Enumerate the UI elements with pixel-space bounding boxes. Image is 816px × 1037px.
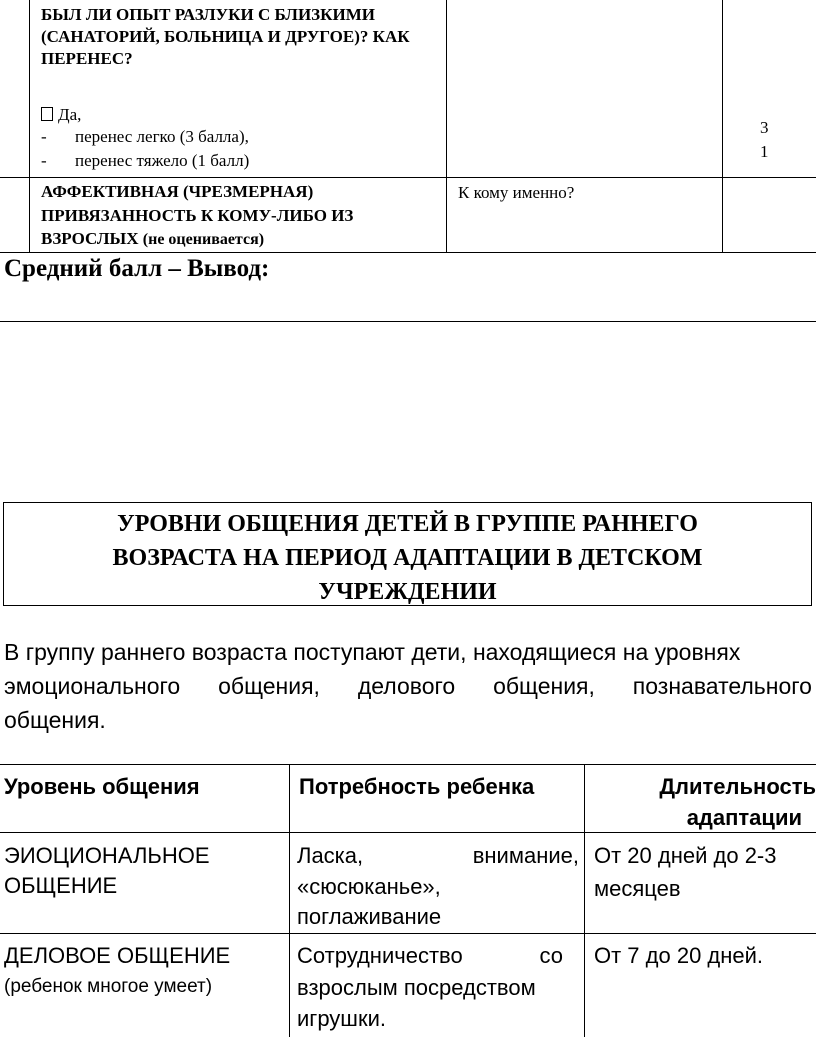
section-title-line: УЧРЕЖДЕНИИ — [318, 579, 497, 605]
attachment-question-word: ВЗРОСЛЫХ — [41, 229, 139, 248]
column-header-need: Потребность ребенка — [299, 774, 535, 799]
paragraph-word: общения, — [218, 673, 320, 699]
not-scored-note: (не оценивается) — [142, 231, 265, 248]
list-dash: - — [41, 127, 47, 146]
duration-value: От 7 до 20 дней. — [594, 943, 764, 968]
paragraph-word: познавательного — [632, 673, 812, 699]
separation-question: БЫЛ ЛИ ОПЫТ РАЗЛУКИ С БЛИЗКИМИ (САНАТОРИЙ, БОЛЬНИЦА И ДРУГОЕ)? КАК ПЕРЕНЕС? — [41, 5, 410, 68]
need-line: поглаживание — [297, 904, 442, 929]
need-word: Ласка, — [297, 843, 364, 868]
paragraph-word: общения, — [493, 673, 595, 699]
score-value: 1 — [760, 142, 769, 161]
attachment-question-line: АФФЕКТИВНАЯ (ЧРЕЗМЕРНАЯ) — [41, 182, 314, 201]
paragraph-line — [4, 669, 812, 703]
duration-value: От 20 дней до 2-3 — [594, 843, 777, 868]
paragraph-word: делового — [357, 673, 456, 699]
need-line: «сюсюканье», — [297, 874, 441, 899]
duration-value: месяцев — [594, 876, 681, 901]
option-easy — [41, 126, 249, 148]
column-header-duration: адаптации — [686, 805, 802, 830]
section-title-line: ВОЗРАСТА НА ПЕРИОД АДАПТАЦИИ В ДЕТСКОМ — [112, 545, 703, 571]
table-border — [29, 0, 30, 252]
paragraph-line: общения. — [4, 707, 106, 733]
summary-heading: Средний балл – Вывод: — [4, 255, 270, 282]
attachment-question-line: ПРИВЯЗАННОСТЬ К КОМУ-ЛИБО ИЗ — [41, 206, 354, 225]
yes-label: Да, — [58, 105, 82, 124]
attachment-answer-prompt: К кому именно? — [458, 183, 575, 202]
table-border — [0, 933, 816, 934]
table-border — [0, 832, 816, 833]
section-title-box — [3, 502, 812, 606]
level-name: ОБЩЕНИЕ — [4, 873, 118, 898]
table-border — [0, 252, 816, 253]
table-border — [289, 764, 290, 1037]
need-line: игрушки. — [297, 1006, 386, 1031]
column-header-level: Уровень общения — [4, 774, 200, 799]
level-name: ДЕЛОВОЕ ОБЩЕНИЕ — [4, 943, 231, 968]
level-note: (ребенок многое умеет) — [4, 976, 213, 997]
table-border — [0, 177, 816, 178]
need-line: взрослым посредством — [297, 975, 536, 1000]
need-word: Сотрудничество — [297, 943, 463, 968]
list-dash: - — [41, 151, 47, 170]
score-value: 3 — [760, 118, 769, 137]
table-border — [584, 764, 585, 1037]
table-border — [446, 0, 447, 252]
table-border — [0, 764, 816, 765]
need-word: со — [539, 943, 563, 968]
need-line — [297, 840, 579, 872]
summary-underline — [0, 321, 816, 322]
yes-option — [41, 104, 81, 126]
need-word: внимание, — [472, 843, 579, 868]
paragraph-word: эмоционального — [4, 673, 181, 699]
intro-paragraph — [4, 635, 812, 737]
option-easy-text: перенес легко (3 балла), — [75, 127, 249, 146]
level-name: ЭИОЦИОНАЛЬНОЕ — [4, 843, 210, 868]
option-hard-text: перенес тяжело (1 балл) — [75, 151, 250, 170]
paragraph-line: В группу раннего возраста поступают дети, находящиеся на уровнях — [4, 639, 741, 665]
option-hard — [41, 150, 249, 172]
need-line — [297, 940, 563, 972]
column-header-duration: Длительность — [659, 774, 816, 799]
section-title-line: УРОВНИ ОБЩЕНИЯ ДЕТЕЙ В ГРУППЕ РАННЕГО — [117, 511, 698, 537]
checkbox-icon — [41, 107, 53, 121]
attachment-question-line — [41, 228, 264, 251]
table-border — [722, 0, 723, 252]
